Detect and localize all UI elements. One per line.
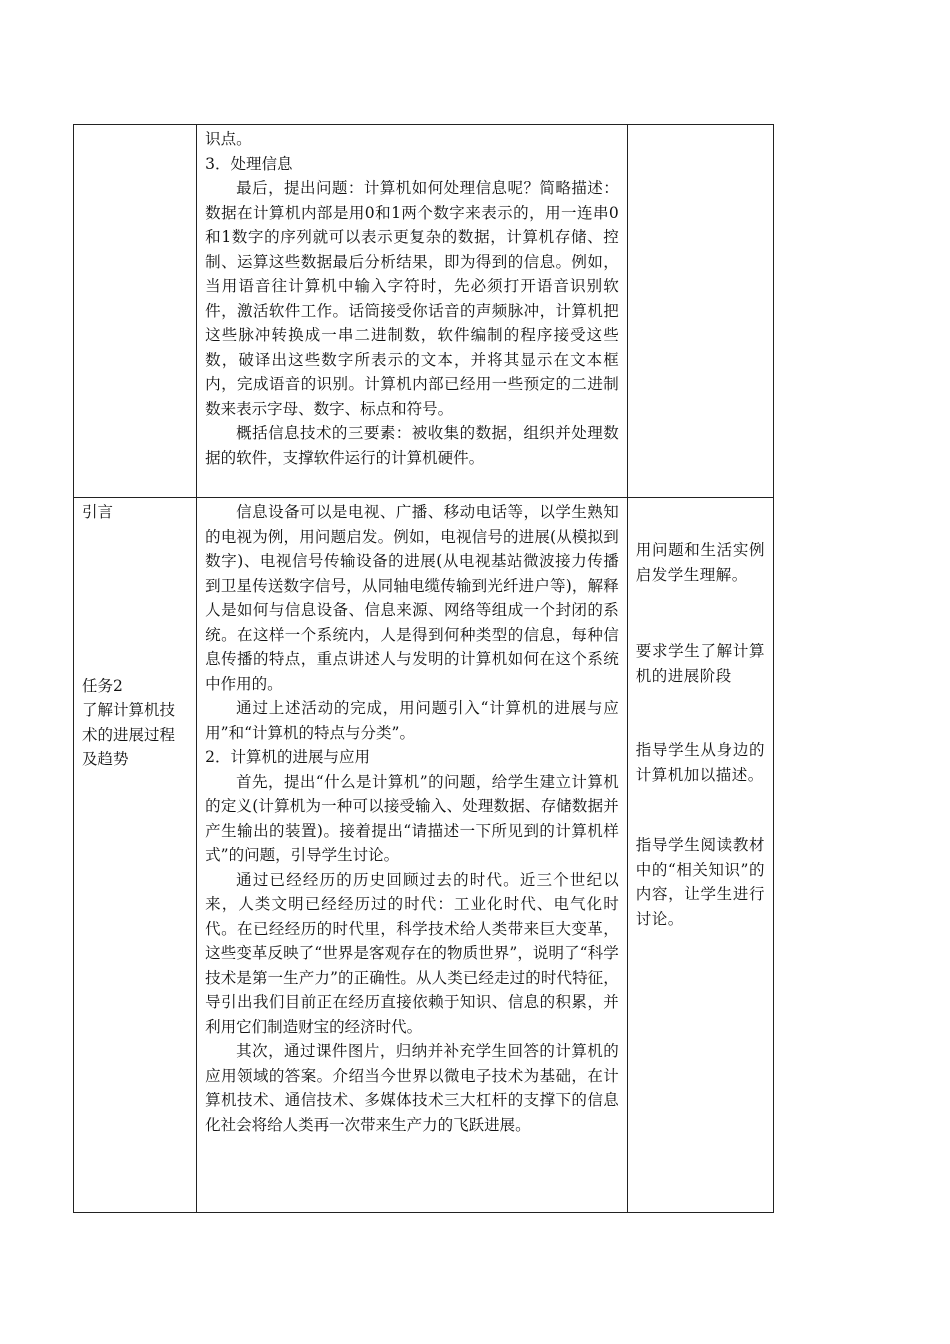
teaching-note: 用问题和生活实例启发学生理解。 xyxy=(635,541,765,584)
content-paragraph: 最后，提出问题：计算机如何处理信息呢？简略描述：数据在计算机内部是用0和1两个数字来表示的，用一连串0和1数字的序列就可以表示更复杂的数据，计算机存储、控制、运算这些数据最后分析结果，即为得到的信息。例如，当用语音往计算机中输入字符时，先必须打开语音识别软件，激活软件工作。话筒接受你话音的声频脉冲，计算机把这些脉冲转换成一串二进制数，软件编制的程序接受这些数，破译出这些数字所表示的文本，并将其显示在文本框内，完成语音的识别。计算机内部已经用一些预定的二进制数来表示字母、数字、标点和符号。 xyxy=(205,179,619,418)
content-paragraphs xyxy=(197,498,627,1143)
teaching-note: 指导学生从身边的计算机加以描述。 xyxy=(635,741,765,784)
content-cell xyxy=(197,125,628,498)
content-paragraph: 信息设备可以是电视、广播、移动电话等，以学生熟知的电视为例，用问题启发。例如，电视信号的进展(从模拟到数字)、电视信号传输设备的进展(从电视基站微波接力传播到卫星传送数字信号，从同轴电缆传输到光纤进户等)，解释人是如何与信息设备、信息来源、网络等组成一个封闭的系统。在这样一个系统内，人是得到何种类型的信息，每种信息传播的特点，重点讲述人与发明的计算机如何在这个系统中作用的。 xyxy=(205,503,619,693)
table-row xyxy=(74,125,774,498)
teaching-note: 指导学生阅读教材中的“相关知识”的内容，让学生进行讨论。 xyxy=(635,836,765,928)
content-cell xyxy=(197,498,628,1213)
content-paragraphs xyxy=(197,125,627,476)
content-paragraph: 通过上述活动的完成，用问题引入“计算机的进展与应用”和“计算机的特点与分类”。 xyxy=(205,699,619,742)
content-paragraph: 首先，提出“什么是计算机”的问题，给学生建立计算机的定义(计算机为一种可以接受输入、处理数据、存储数据并产生输出的装置)。接着提出“请描述一下所见到的计算机样式”的问题，引导学生讨论。 xyxy=(205,772,619,864)
teaching-note: 要求学生了解计算机的进展阶段 xyxy=(635,642,765,685)
table-row xyxy=(74,498,774,1213)
content-paragraph: 其次，通过课件图片，归纳并补充学生回答的计算机的应用领域的答案。介绍当今世界以微电子技术为基础，在计算机技术、通信技术、多媒体技术三大杠杆的支撑下的信息化社会将给人类再一次带来生产力的飞跃进展。 xyxy=(205,1042,619,1134)
section-heading: 2．计算机的进展与应用 xyxy=(205,748,371,766)
content-paragraph: 识点。 xyxy=(205,130,252,148)
notes-cell xyxy=(627,125,773,498)
task-description: 了解计算机技术的进展过程及趋势 xyxy=(82,701,176,768)
stage-cell xyxy=(74,125,197,498)
lesson-plan-table xyxy=(73,124,774,1213)
section-heading: 3．处理信息 xyxy=(205,154,293,173)
stage-cell xyxy=(74,498,197,1213)
notes-cell xyxy=(627,498,773,1213)
content-paragraph: 通过已经经历的历史回顾过去的时代。近三个世纪以来，人类文明已经经历过的时代：工业化时代、电气化时代。在已经经历的时代里，科学技术给人类带来巨大变革，这些变革反映了“世界是客观存在的物质世界”，说明了“科学技术是第一生产力”的正确性。从人类已经走过的时代特征，导引出我们目前正在经历直接依赖于知识、信息的积累，并利用它们制造财宝的经济时代。 xyxy=(205,870,619,1036)
intro-label: 引言 xyxy=(82,503,114,521)
content-paragraph: 概括信息技术的三要素：被收集的数据，组织并处理数据的软件，支撑软件运行的计算机硬件。 xyxy=(205,424,619,467)
task-label: 任务2 xyxy=(82,676,123,695)
